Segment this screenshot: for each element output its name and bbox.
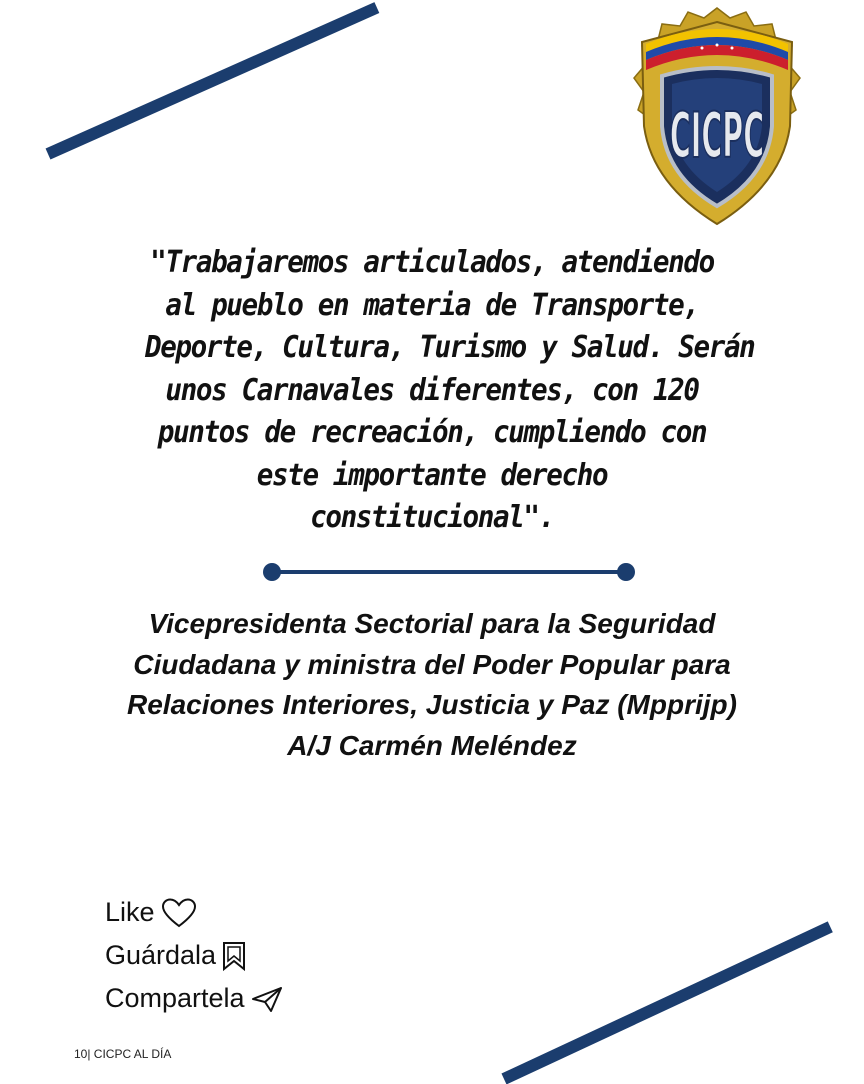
quote-line: al pueblo en materia de Transporte,	[165, 287, 699, 323]
share-label: Compartela	[105, 983, 245, 1013]
quote-line: unos Carnavales diferentes, con 120	[165, 372, 699, 408]
decorative-stripe-bottom	[501, 921, 832, 1084]
like-action[interactable]	[105, 897, 197, 928]
cicpc-badge-logo	[632, 1, 802, 228]
heart-icon[interactable]	[161, 898, 197, 928]
paper-plane-icon[interactable]	[251, 985, 283, 1013]
like-label: Like	[105, 897, 155, 927]
attribution-name: A/J Carmén Meléndez	[287, 729, 577, 761]
quote-line: puntos de recreación, cumpliendo con	[157, 415, 707, 450]
attribution-block	[60, 604, 804, 766]
attribution-line: Ciudadana y ministra del Poder Popular para	[133, 648, 731, 680]
attribution-line: Relaciones Interiores, Justicia y Paz (Mpprijp)	[127, 689, 737, 720]
badge-arc-text-top: CUERPO DE INVESTIGACIONES	[632, 1, 733, 8]
bookmark-icon[interactable]	[222, 941, 246, 971]
save-action[interactable]	[105, 940, 246, 971]
quote-block	[144, 242, 755, 540]
decorative-stripe-top	[46, 2, 380, 159]
page-footer: 10| CICPC AL DÍA	[74, 1047, 172, 1061]
quote-line: Deporte, Cultura, Turismo y Salud. Serán	[144, 330, 755, 365]
divider-line	[262, 562, 636, 582]
attribution-line: Vicepresidenta Sectorial para la Seguridad	[148, 608, 716, 639]
share-action[interactable]	[105, 983, 283, 1014]
save-label: Guárdala	[105, 940, 217, 970]
quote-line: este importante derecho	[256, 457, 608, 493]
quote-line: constitucional".	[310, 500, 554, 535]
badge-logo-text: CICPC	[669, 100, 765, 173]
quote-line: "Trabajaremos articulados, atendiendo	[150, 245, 714, 280]
